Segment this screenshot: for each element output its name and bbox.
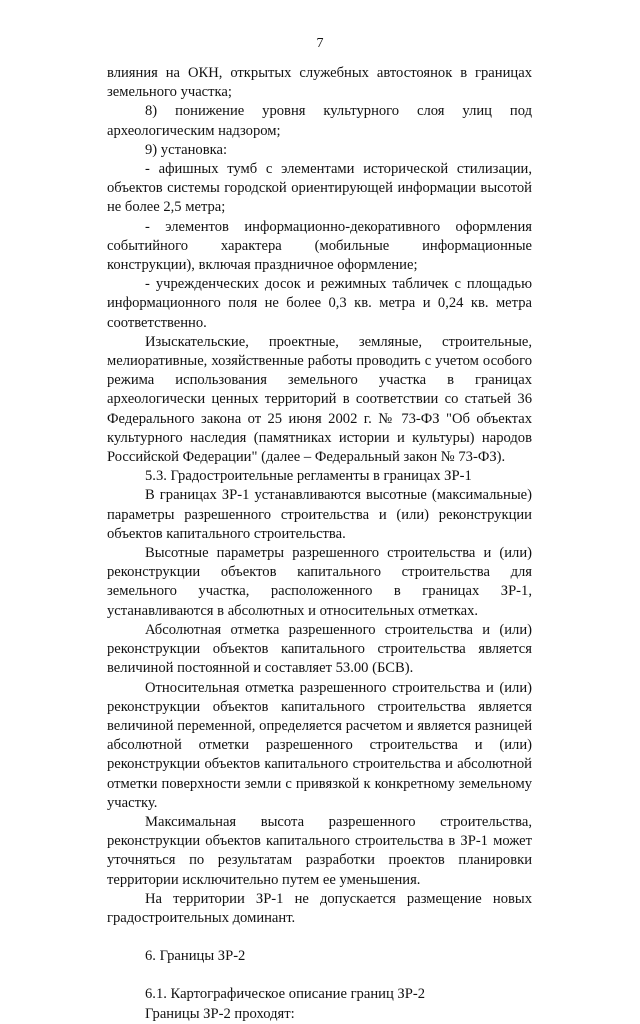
- paragraph: 6.1. Картографическое описание границ ЗР-2: [145, 986, 425, 1003]
- paragraph: 8) понижение уровня культурного слоя улиц под археологическим надзором;: [107, 103, 532, 139]
- paragraph: Высотные параметры разрешенного строительства и (или) реконструкции объектов капитального строительства для земельного участка, расположенного в границах ЗР-1, устанавливаются в абсолютных и относительных отметках.: [107, 545, 532, 619]
- page-number: 7: [316, 36, 324, 51]
- paragraph: На территории ЗР-1 не допускается размещение новых градостроительных доминант.: [107, 890, 532, 926]
- paragraph: 9) установка:: [145, 141, 228, 158]
- paragraph: влияния на ОКН, открытых служебных автостоянок в границах земельного участка;: [107, 65, 532, 101]
- paragraph: Границы ЗР-2 проходят:: [145, 1005, 295, 1022]
- paragraph: 6. Границы ЗР-2: [145, 948, 246, 965]
- document-body: [107, 64, 532, 1024]
- paragraph: В границах ЗР-1 устанавливаются высотные (максимальные) параметры разрешенного строительства и (или) реконструкции объектов капитального строительства.: [107, 487, 532, 542]
- paragraph: Относительная отметка разрешенного строительства и (или) реконструкции объектов капитального строительства является величиной переменной, определяется расчетом и является разницей абсолютной отметки разрешенного строительства и (или) реконструкции объектов капитального строительства и абсолютной отметки поверхности земли с привязкой к конкретному земельному участку.: [107, 679, 532, 811]
- paragraph: - элементов информационно-декоративного оформления событийного характера (мобильные информационные конструкции), включая праздничное оформление;: [107, 218, 532, 274]
- paragraph: Абсолютная отметка разрешенного строительства и (или) реконструкции объектов капитального строительства является величиной постоянной и составляет 53.00 (БСВ).: [107, 621, 532, 677]
- paragraph: Максимальная высота разрешенного строительства, реконструкции объектов капитального строительства в ЗР-1 может уточняться по результатам разработки проектов планировки территории исключительно путем ее уменьшения.: [107, 813, 532, 888]
- paragraph: - афишных тумб с элементами исторической стилизации, объектов системы городской ориентирующей информации высотой не более 2,5 метра;: [107, 161, 532, 216]
- paragraph: 5.3. Градостроительные регламенты в границах ЗР-1: [145, 468, 472, 485]
- paragraph: Изыскательские, проектные, земляные, строительные, мелиоративные, хозяйственные работы проводить с учетом особого режима использования земельного участка в границах археологически ценных территорий в соответствии со статьей 36 Федерального закона от 25 июня 2002 г. № 73-ФЗ "Об объектах культурного наследия (памятниках истории и культуры) народов Российской Федерации" (далее – Федеральный закон № 73-ФЗ).: [107, 333, 532, 466]
- paragraph: - учрежденческих досок и режимных табличек с площадью информационного поля не более 0,3 кв. метра и 0,24 кв. метра соответственно.: [107, 276, 532, 331]
